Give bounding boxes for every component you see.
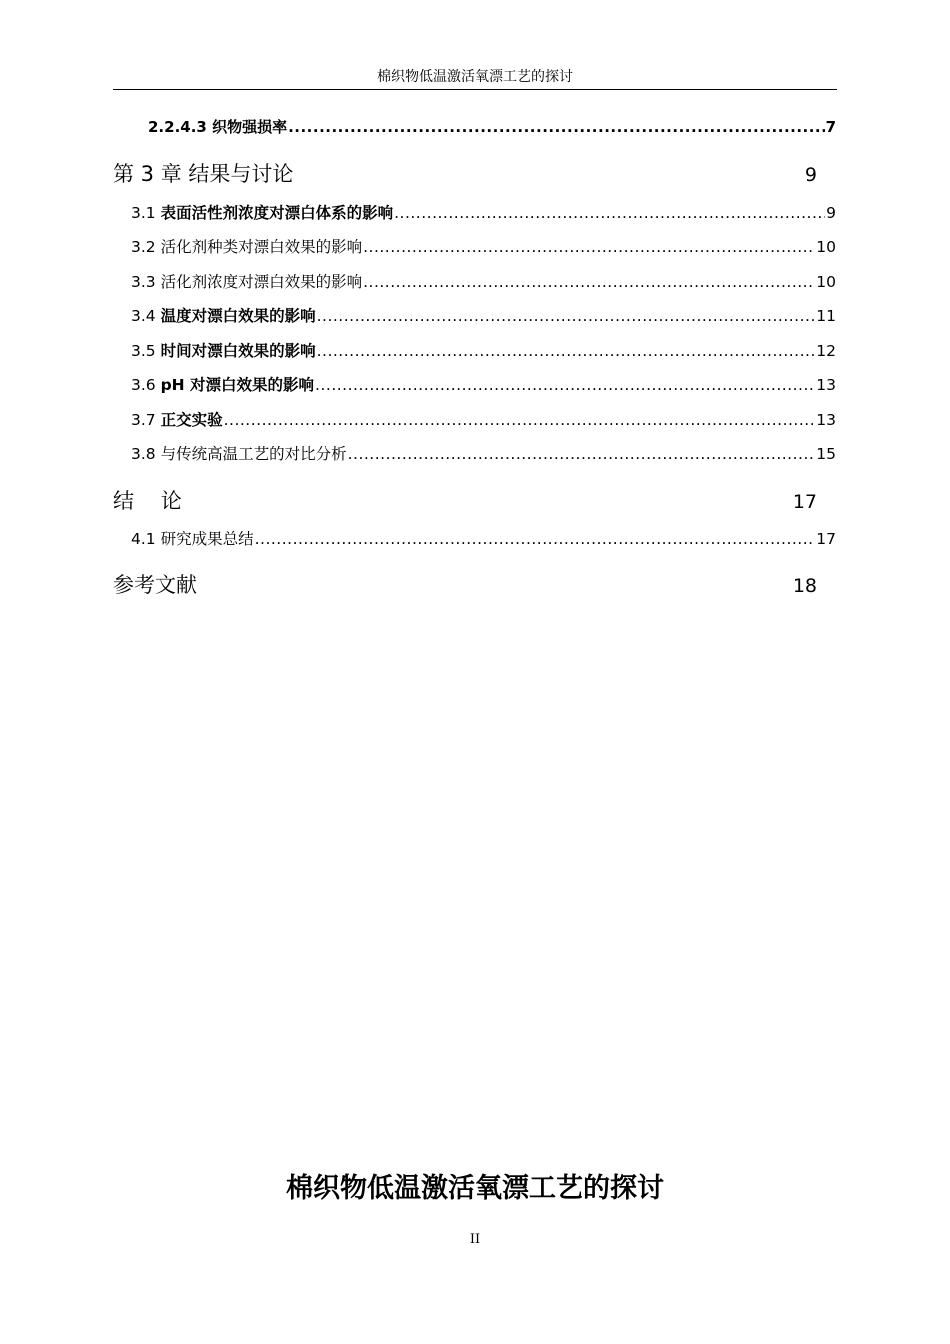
toc-entry-page: 10 xyxy=(816,238,836,256)
toc-leader-dots xyxy=(363,238,815,256)
toc-entry-page: 10 xyxy=(816,273,836,291)
toc-conclusion[interactable] xyxy=(113,485,817,515)
toc-entry-page: 11 xyxy=(816,307,836,325)
toc-references[interactable] xyxy=(113,569,817,599)
toc-leader-dots xyxy=(255,530,816,548)
toc-entry-number: 3.6 xyxy=(131,376,161,394)
toc-leader-dots xyxy=(315,376,815,394)
toc-chapter-label: 第 3 章 结果与讨论 xyxy=(113,162,294,186)
toc-entry-label: 2.2.4.3 织物强损率 xyxy=(148,118,288,136)
toc-entry-label: 活化剂浓度对漂白效果的影响 xyxy=(160,273,363,291)
toc-entry-3-1[interactable] xyxy=(131,201,836,223)
toc-chapter-label: 结 论 xyxy=(113,489,182,513)
toc-leader-dots xyxy=(394,204,825,222)
header-rule xyxy=(113,89,837,90)
toc-entry-page: 12 xyxy=(816,342,836,360)
toc-entry-2-2-4-3[interactable] xyxy=(148,116,836,137)
toc-entry-number: 3.4 xyxy=(131,307,161,325)
toc-entry-3-7[interactable] xyxy=(131,408,836,430)
toc-chapter-label: 参考文献 xyxy=(113,573,197,597)
toc-chapter-page: 17 xyxy=(792,491,817,513)
toc-entry-page: 9 xyxy=(826,204,836,222)
toc-leader-dots xyxy=(288,118,824,136)
toc-entry-number: 3.1 xyxy=(131,204,161,222)
toc-chapter-3[interactable] xyxy=(113,158,817,188)
toc-entry-3-2[interactable] xyxy=(131,235,836,257)
toc-entry-label: 表面活性剂浓度对漂白体系的影响 xyxy=(160,204,394,222)
toc-entry-3-3[interactable] xyxy=(131,270,836,292)
toc-entry-3-4[interactable] xyxy=(131,304,836,326)
toc-chapter-page: 18 xyxy=(792,575,817,597)
toc-entry-page: 17 xyxy=(816,530,836,548)
toc-entry-number: 3.3 xyxy=(131,273,161,291)
toc-entry-4-1[interactable] xyxy=(131,527,836,549)
toc-leader-dots xyxy=(348,445,816,463)
toc-entry-label: pH 对漂白效果的影响 xyxy=(160,376,315,394)
toc-entry-page: 13 xyxy=(816,411,836,429)
toc-entry-number: 3.7 xyxy=(131,411,161,429)
toc-leader-dots xyxy=(363,273,815,291)
running-header: 棉织物低温激活氧漂工艺的探讨 xyxy=(377,69,573,85)
toc-entry-page: 7 xyxy=(825,118,836,136)
toc-entry-label: 温度对漂白效果的影响 xyxy=(160,307,316,325)
toc-entry-number: 4.1 xyxy=(131,530,161,548)
page-number: II xyxy=(469,1232,481,1247)
toc-leader-dots xyxy=(224,411,816,429)
toc-chapter-page: 9 xyxy=(804,164,817,186)
toc-entry-number: 3.5 xyxy=(131,342,161,360)
toc-leader-dots xyxy=(317,342,816,360)
toc-leader-dots xyxy=(317,307,816,325)
toc-entry-label: 活化剂种类对漂白效果的影响 xyxy=(160,238,363,256)
toc-entry-3-8[interactable] xyxy=(131,442,836,464)
toc-entry-3-6[interactable] xyxy=(131,373,836,395)
toc-entry-number: 3.8 xyxy=(131,445,161,463)
document-title: 棉织物低温激活氧漂工艺的探讨 xyxy=(286,1173,664,1204)
toc-entry-page: 13 xyxy=(816,376,836,394)
toc-entry-label: 时间对漂白效果的影响 xyxy=(160,342,316,360)
toc-entry-label: 与传统高温工艺的对比分析 xyxy=(160,445,347,463)
toc-entry-page: 15 xyxy=(816,445,836,463)
toc-entry-number: 3.2 xyxy=(131,238,161,256)
toc-entry-label: 研究成果总结 xyxy=(160,530,254,548)
toc-entry-label: 正交实验 xyxy=(160,411,223,429)
toc-entry-3-5[interactable] xyxy=(131,339,836,361)
